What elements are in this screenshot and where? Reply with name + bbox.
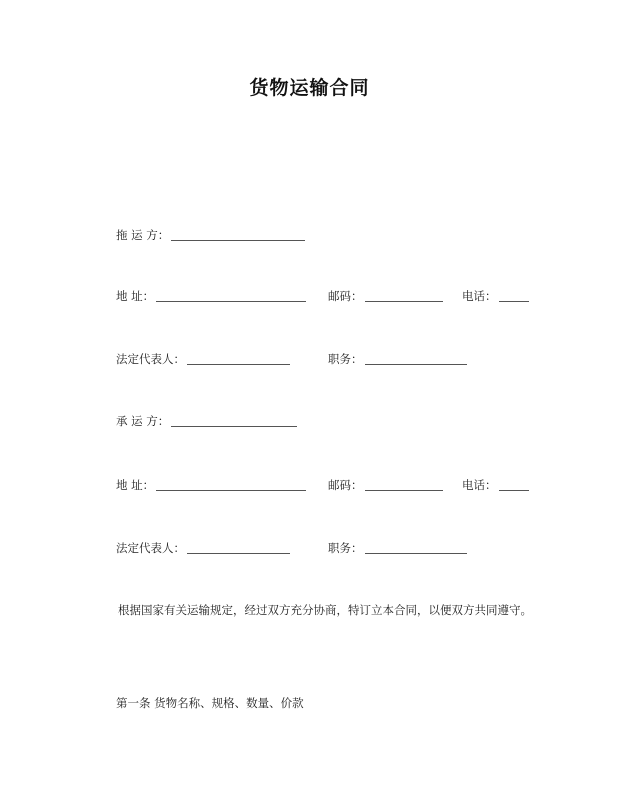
carrier-postcode-label: 邮码：	[328, 478, 363, 492]
carrier-address-field	[116, 476, 306, 494]
carrier-position-blank[interactable]	[365, 541, 467, 554]
carrier-address-blank[interactable]	[156, 478, 306, 491]
carrier-name-field	[116, 412, 297, 430]
shipper-postcode-blank[interactable]	[365, 289, 443, 302]
carrier-name-blank[interactable]	[171, 414, 297, 427]
carrier-postcode-blank[interactable]	[365, 478, 443, 491]
carrier-name-label: 承 运 方：	[116, 414, 170, 428]
carrier-postcode-field	[328, 476, 443, 494]
shipper-postcode-field	[328, 287, 443, 305]
shipper-name-label: 拖 运 方：	[116, 228, 170, 242]
shipper-address-blank[interactable]	[156, 289, 306, 302]
carrier-phone-field	[462, 476, 529, 494]
shipper-position-blank[interactable]	[365, 352, 467, 365]
shipper-address-label: 地 址：	[116, 289, 155, 303]
carrier-legal-rep-label: 法定代表人：	[116, 541, 185, 555]
shipper-name-blank[interactable]	[171, 228, 305, 241]
shipper-legal-rep-label: 法定代表人：	[116, 352, 185, 366]
carrier-legal-rep-field	[116, 539, 290, 557]
shipper-phone-field	[462, 287, 529, 305]
shipper-name-field	[116, 226, 305, 244]
shipper-legal-rep-field	[116, 350, 290, 368]
carrier-address-label: 地 址：	[116, 478, 155, 492]
document-title: 货物运输合同	[249, 77, 370, 99]
carrier-position-field	[328, 539, 467, 557]
carrier-legal-rep-blank[interactable]	[187, 541, 290, 554]
shipper-position-label: 职务：	[328, 352, 363, 366]
shipper-phone-label: 电话：	[462, 289, 497, 303]
shipper-position-field	[328, 350, 467, 368]
shipper-phone-blank[interactable]	[499, 289, 529, 302]
carrier-phone-label: 电话：	[462, 478, 497, 492]
shipper-legal-rep-blank[interactable]	[187, 352, 290, 365]
carrier-phone-blank[interactable]	[499, 478, 529, 491]
preamble-paragraph: 根据国家有关运输规定，经过双方充分协商，特订立本合同，以便双方共同遵守。	[118, 603, 532, 617]
section-1-heading: 第一条 货物名称、规格、数量、价款	[116, 696, 304, 710]
shipper-postcode-label: 邮码：	[328, 289, 363, 303]
shipper-address-field	[116, 287, 306, 305]
carrier-position-label: 职务：	[328, 541, 363, 555]
